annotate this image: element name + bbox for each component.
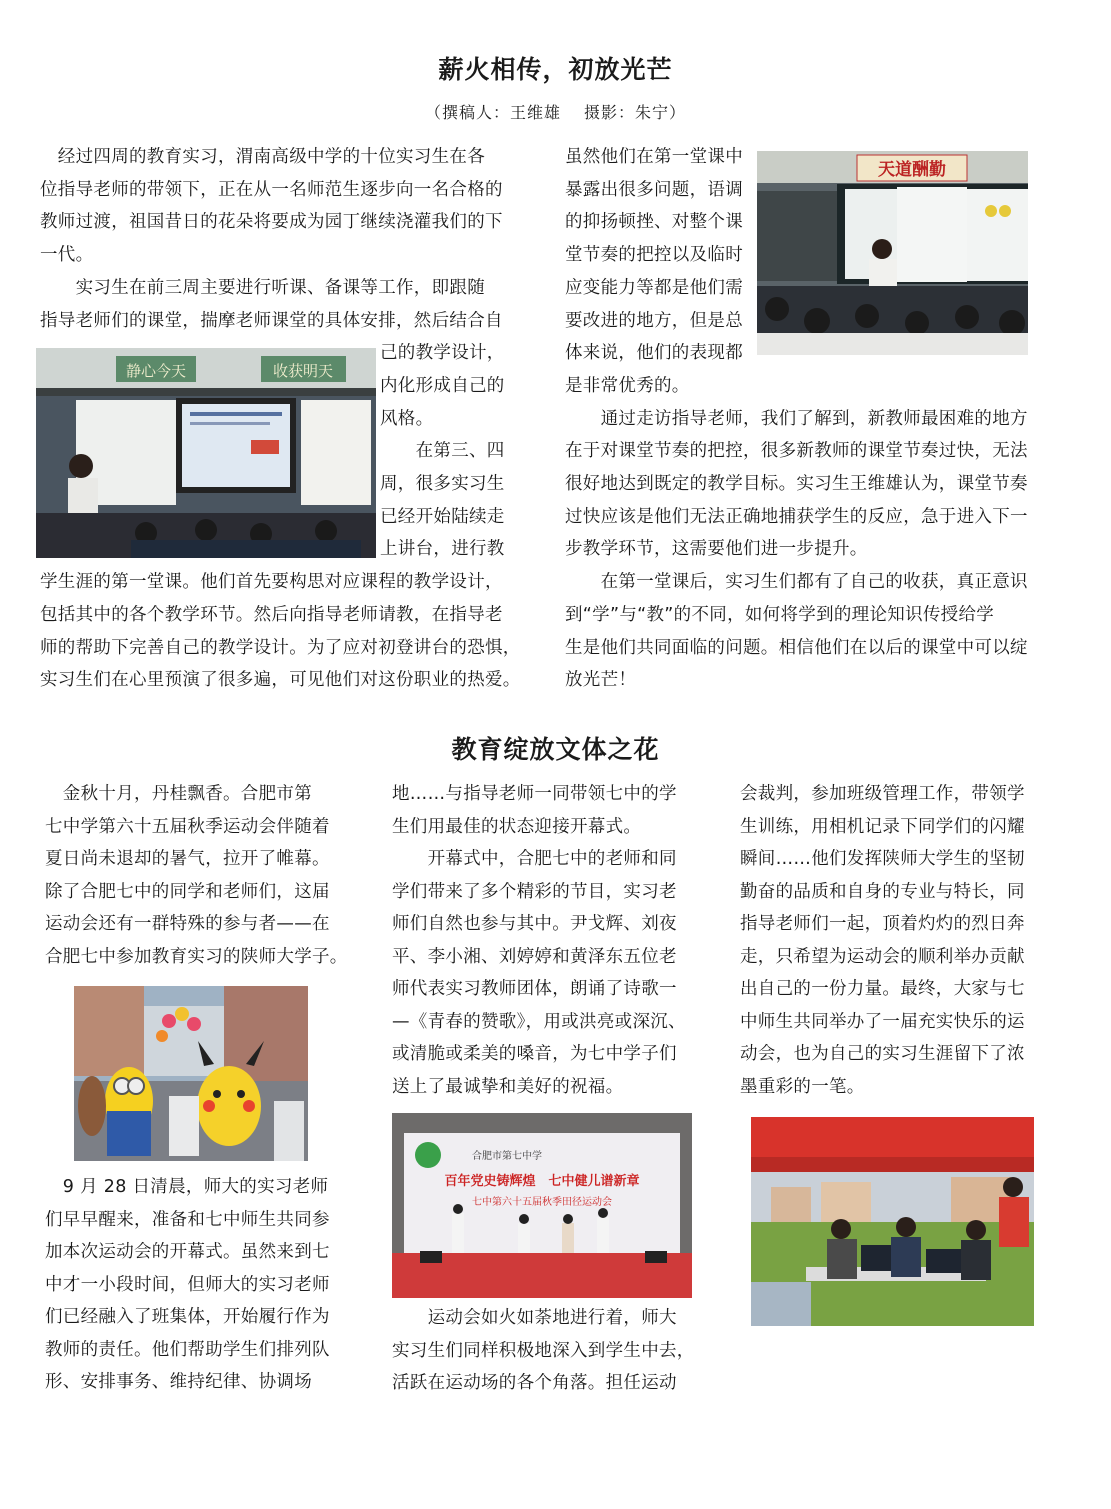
article-title: 薪火相传，初放光芒 [438, 55, 673, 84]
text-line: 风格。 [380, 408, 434, 429]
text-line: 指导老师们一起，顶着灼灼的烈日奔 [740, 914, 1025, 934]
text-line: 勤奋的品质和自身的专业与特长，同 [740, 881, 1025, 902]
text-line: 中才一小段时间，但师大的实习老师 [45, 1274, 330, 1295]
banner-text-right: 天道酬勤 [878, 160, 946, 180]
mascot-photo [74, 986, 308, 1161]
text-line: 上讲台，进行教 [380, 539, 505, 560]
stage-banner: 百年党史铸辉煌 七中健儿谱新章 [444, 1174, 640, 1189]
text-line: 活跃在运动场的各个角落。担任运动 [392, 1373, 677, 1393]
text-line: 加本次运动会的开幕式。虽然来到七 [45, 1242, 330, 1262]
text-line: 中师生共同举办了一届充实快乐的运 [740, 1011, 1025, 1032]
text-line: 瞬间……他们发挥陕师大学生的坚韧 [740, 849, 1025, 869]
text-line: 开幕式中，合肥七中的老师和同 [392, 849, 677, 869]
text-line: 在于对课堂节奏的把控，很多新教师的课堂节奏过快，无法 [565, 441, 1028, 462]
text-line: 金秋十月，丹桂飘香。合肥市第 [45, 784, 312, 804]
text-line: 走，只希望为运动会的顺利举办贡献 [740, 946, 1025, 967]
text-line: 生训练，用相机记录下同学们的闪耀 [740, 816, 1025, 837]
text-line: 己的教学设计， [380, 343, 505, 364]
text-line: 实习生们同样积极地深入到学生中去， [392, 1340, 695, 1361]
text-line: 夏日尚未退却的暑气，拉开了帷幕。 [45, 849, 330, 869]
text-line: 除了合肥七中的同学和老师们，这届 [45, 881, 330, 902]
text-line: 教师的责任。他们帮助学生们排列队 [45, 1339, 330, 1360]
text-line: 体来说，他们的表现都 [565, 343, 743, 364]
text-line: 运动会还有一群特殊的参与者——在 [45, 914, 330, 934]
text-line: 堂节奏的把控以及临时 [565, 245, 743, 266]
text-line: 实习生在前三周主要进行听课、备课等工作，即跟随 [40, 277, 485, 298]
text-line: 内化形成自己的 [380, 375, 505, 396]
text-line: 生们用最佳的状态迎接开幕式。 [392, 816, 642, 837]
text-line: 学们带来了多个精彩的节目，实习老 [392, 881, 677, 902]
text-line: 在第一堂课后，实习生们都有了自己的收获，真正意识 [565, 572, 1028, 593]
text-line: 到“学”与“教”的不同，如何将学到的理论知识传授给学 [565, 604, 995, 625]
text-line: 师代表实习教师团体，朗诵了诗歌一 [392, 979, 677, 999]
text-line: 步教学环节，这需要他们进一步提升。 [565, 539, 868, 560]
text-line: 要改进的地方，但是总 [565, 310, 743, 331]
text-line: 学生涯的第一堂课。他们首先要构思对应课程的教学设计， [40, 572, 503, 593]
text-line: 已经开始陆续走 [380, 506, 505, 527]
text-line: 通过走访指导老师，我们了解到，新教师最困难的地方 [565, 408, 1028, 429]
text-line: 在第三、四 [380, 441, 505, 462]
text-line: 的抑扬顿挫、对整个课 [565, 212, 743, 233]
text-line: 送上了最诚挚和美好的祝福。 [392, 1076, 624, 1097]
text-line: 指导老师们的课堂，揣摩老师课堂的具体安排，然后结合自 [40, 310, 503, 331]
text-line: 实习生们在心里预演了很多遍，可见他们对这份职业的热爱。 [40, 670, 521, 691]
text-line: 生是他们共同面临的问题。相信他们在以后的课堂中可以绽 [565, 637, 1028, 658]
text-line: 一代。 [40, 245, 94, 266]
field-tent-photo [751, 1117, 1034, 1326]
text-line: 师的帮助下完善自己的教学设计。为了应对初登讲台的恐惧， [40, 637, 521, 658]
banner-text-1: 静心今天 [125, 362, 187, 380]
stage-school-name: 合肥市第七中学 [472, 1151, 542, 1162]
text-line: 或清脆或柔美的嗓音，为七中学子们 [392, 1044, 677, 1064]
text-line: 运动会如火如荼地进行着，师大 [392, 1308, 677, 1328]
banner-text-2: 收获明天 [272, 362, 334, 380]
text-line: 教师过渡，祖国昔日的花朵将要成为园丁继续浇灌我们的下 [40, 212, 503, 233]
text-line: 七中学第六十五届秋季运动会伴随着 [45, 816, 330, 837]
text-line: —《青春的赞歌》，用或洪亮或深沉、 [392, 1011, 686, 1032]
text-line: 们已经融入了班集体，开始履行作为 [45, 1307, 330, 1327]
text-line: 很好地达到既定的教学目标。实习生王维雄认为，课堂节奏 [565, 474, 1028, 494]
text-line: 出自己的一份力量。最终，大家与七 [740, 979, 1025, 999]
byline: （撰稿人：王维雄 摄影：朱宁） [424, 103, 687, 122]
text-line: 周，很多实习生 [380, 474, 505, 494]
article-title-2: 教育绽放文体之花 [451, 735, 660, 764]
stage-subbanner: 七中第六十五届秋季田径运动会 [472, 1197, 612, 1208]
text-line: 形、安排事务、维持纪律、协调场 [45, 1372, 312, 1392]
text-line: 会裁判，参加班级管理工作，带领学 [740, 784, 1025, 804]
classroom-photo-left [36, 348, 376, 558]
text-line: 经过四周的教育实习，渭南高级中学的十位实习生在各 [40, 147, 485, 167]
text-line: 放光芒！ [565, 670, 637, 691]
text-line: 位指导老师的带领下，正在从一名师范生逐步向一名合格的 [40, 179, 503, 200]
text-line: 合肥七中参加教育实习的陕师大学子。 [45, 946, 348, 967]
text-line: 9 月 28 日清晨，师大的实习老师 [45, 1177, 329, 1197]
text-line: 墨重彩的一笔。 [740, 1076, 865, 1097]
classroom-photo-right [757, 151, 1028, 355]
text-line: 包括其中的各个教学环节。然后向指导老师请教，在指导老 [40, 604, 503, 625]
text-line: 平、李小湘、刘婷婷和黄泽东五位老 [392, 946, 677, 967]
text-line: 虽然他们在第一堂课中 [565, 147, 743, 167]
stage-photo [392, 1113, 692, 1298]
text-line: 暴露出很多问题，语调 [565, 179, 743, 200]
text-line: 过快应该是他们无法正确地捕获学生的反应，急于进入下一 [565, 506, 1028, 527]
text-line: 是非常优秀的。 [565, 375, 690, 396]
text-line: 地……与指导老师一同带领七中的学 [392, 784, 677, 804]
text-line: 们早早醒来，准备和七中师生共同参 [45, 1209, 330, 1230]
text-line: 应变能力等都是他们需 [565, 277, 743, 298]
text-line: 动会，也为自己的实习生涯留下了浓 [740, 1044, 1025, 1064]
text-line: 师们自然也参与其中。尹戈辉、刘夜 [392, 914, 677, 934]
